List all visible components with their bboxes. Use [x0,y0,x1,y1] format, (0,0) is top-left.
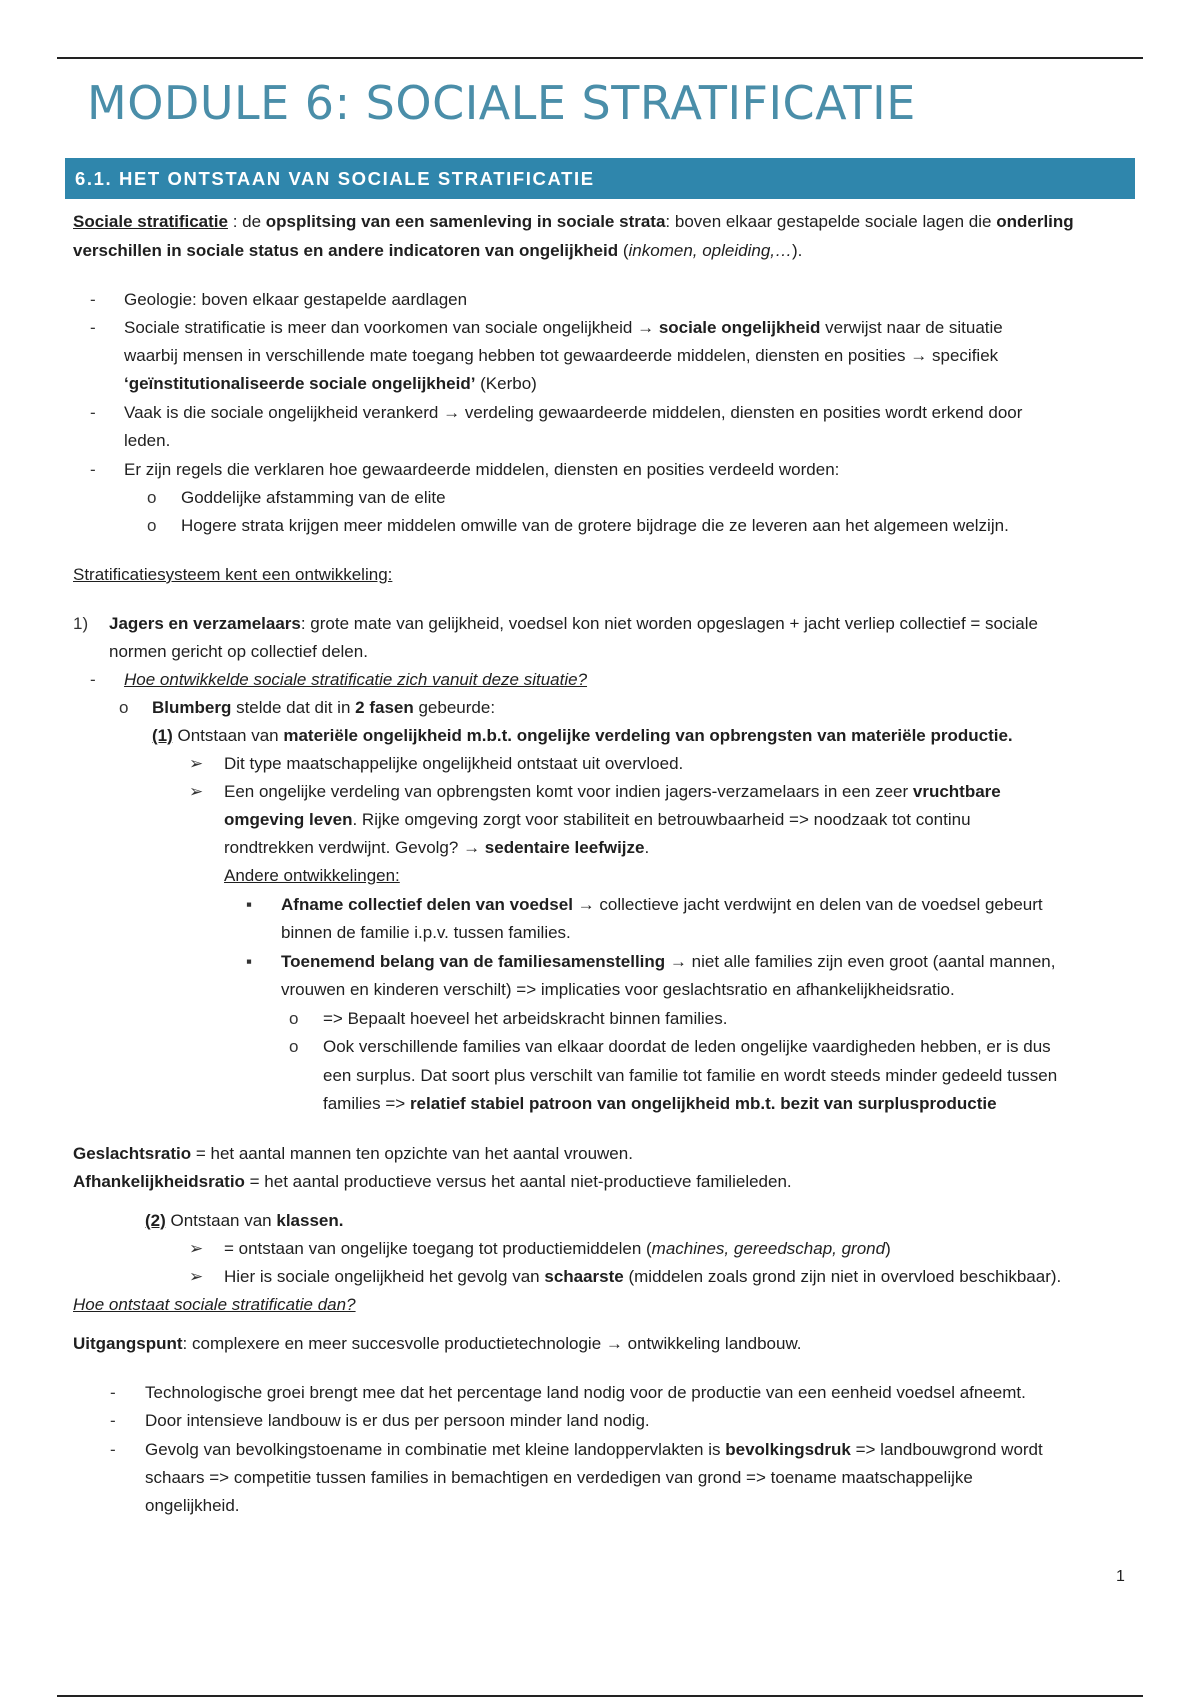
startpoint-line: Uitgangspunt: complexere en meer succesvolle productietechnologie → ontwikkeling landbouw. [73,1334,802,1353]
arrow-list-item: Hier is sociale ongelijkheid het gevolg van schaarste (middelen zoals grond zijn niet in overvloed beschikbaar). [224,1267,1062,1286]
question-heading: Hoe ontstaat sociale stratificatie dan? [73,1295,356,1314]
sub-list-item: Blumberg stelde dat dit in 2 fasen gebeurde: [152,698,496,717]
dash-bullet: - [90,403,96,422]
dash-bullet: - [90,318,96,337]
arrow-bullet: ➢ [189,1239,204,1258]
list-item-continued: leden. [124,431,171,450]
list-item: Geologie: boven elkaar gestapelde aardlagen [124,290,468,309]
section-heading: 6.1. HET ONTSTAAN VAN SOCIALE STRATIFICATIE [65,158,1135,199]
header-rule [57,57,1143,59]
other-developments-heading: Andere ontwikkelingen: [224,866,400,885]
dash-bullet: - [90,670,96,689]
numbered-item-continued: normen gericht op collectief delen. [109,642,368,661]
list-item-continued: ongelijkheid. [145,1496,240,1515]
phase-1-heading: (1) Ontstaan van materiële ongelijkheid m.b.t. ongelijke verdeling van opbrengsten van materiële productie. [152,726,1013,745]
square-list-item-continued: vrouwen en kinderen verschilt) => implicaties voor geslachtsratio en afhankelijkheidsratio. [281,980,955,999]
list-item: Technologische groei brengt mee dat het percentage land nodig voor de productie van een eenheid voedsel afneemt. [145,1383,1026,1402]
square-list-item: Toenemend belang van de familiesamenstelling → niet alle families zijn even groot (aantal mannen, [281,952,1056,971]
phase-2-heading: (2) Ontstaan van klassen. [145,1211,344,1230]
dash-bullet: - [110,1383,116,1402]
circle-bullet: o [289,1037,299,1056]
list-item: Sociale stratificatie is meer dan voorkomen van sociale ongelijkheid → sociale ongelijkheid verwijst naar de situatie [124,318,1003,337]
arrow-bullet: ➢ [189,754,204,773]
question-heading: Hoe ontwikkelde sociale stratificatie zich vanuit deze situatie? [124,670,588,689]
sub-list-item: Hogere strata krijgen meer middelen omwille van de grotere bijdrage die ze leveren aan het algemeen welzijn. [181,516,1009,535]
footer-rule [57,1695,1143,1697]
dash-bullet: - [90,290,96,309]
arrow-list-item: Dit type maatschappelijke ongelijkheid ontstaat uit overvloed. [224,754,684,773]
circle-bullet: o [147,488,157,507]
circle-bullet: o [147,516,157,535]
square-list-item: Afname collectief delen van voedsel → collectieve jacht verdwijnt en delen van de voedsel gebeurt [281,895,1043,914]
numbered-marker: 1) [73,614,89,633]
square-list-item-continued: binnen de familie i.p.v. tussen families. [281,923,571,942]
definition-geslachtsratio: Geslachtsratio = het aantal mannen ten opzichte van het aantal vrouwen. [73,1144,633,1163]
arrow-list-item: = ontstaan van ongelijke toegang tot productiemiddelen (machines, gereedschap, grond) [224,1239,891,1258]
sub-list-item: Ook verschillende families van elkaar doordat de leden ongelijke vaardigheden hebben, er is dus [323,1037,1051,1056]
numbered-item: Jagers en verzamelaars: grote mate van gelijkheid, voedsel kon niet worden opgeslagen + jacht verliep collectief = sociale [109,614,1038,633]
sub-list-item: => Bepaalt hoeveel het arbeidskracht binnen families. [323,1009,728,1028]
list-item-continued: schaars => competitie tussen families in bemachtigen en verdedigen van grond => toename maatschappelijke [145,1468,973,1487]
sub-list-item: Goddelijke afstamming van de elite [181,488,446,507]
sub-list-item-continued: een surplus. Dat soort plus verschilt van familie tot familie en wordt steeds minder gedeeld tussen [323,1066,1058,1085]
arrow-bullet: ➢ [189,1267,204,1286]
list-item: Door intensieve landbouw is er dus per persoon minder land nodig. [145,1411,650,1430]
definition-line-1: Sociale stratificatie : de opsplitsing van een samenleving in sociale strata: boven elkaar gestapelde sociale lagen die onderling [73,212,1074,231]
square-bullet: ▪ [246,952,253,971]
arrow-list-item: Een ongelijke verdeling van opbrengsten komt voor indien jagers-verzamelaars in een zeer vruchtbare [224,782,1001,801]
square-bullet: ▪ [246,895,253,914]
arrow-bullet: ➢ [189,782,204,801]
circle-bullet: o [289,1009,299,1028]
list-item-continued: ‘geïnstitutionaliseerde sociale ongelijkheid’ (Kerbo) [124,374,537,393]
page-title: MODULE 6: SOCIALE STRATIFICATIE [87,76,916,130]
list-item: Er zijn regels die verklaren hoe gewaardeerde middelen, diensten en posities verdeeld worden: [124,460,840,479]
circle-bullet: o [119,698,129,717]
dash-bullet: - [110,1440,116,1459]
dash-bullet: - [90,460,96,479]
list-item: Vaak is die sociale ongelijkheid verankerd → verdeling gewaardeerde middelen, diensten en posities wordt erkend door [124,403,1023,422]
arrow-list-item-continued: rondtrekken verdwijnt. Gevolg? → sedentaire leefwijze. [224,838,650,857]
definition-term: Sociale stratificatie [73,212,228,231]
dash-bullet: - [110,1411,116,1430]
development-heading: Stratificatiesysteem kent een ontwikkeling: [73,565,393,584]
sub-list-item-continued: families => relatief stabiel patroon van ongelijkheid mb.t. bezit van surplusproductie [323,1094,997,1113]
definition-line-2: verschillen in sociale status en andere indicatoren van ongelijkheid (inkomen, opleiding,…). [73,241,803,260]
list-item-continued: waarbij mensen in verschillende mate toegang hebben tot gewaardeerde middelen, diensten en posities → specifiek [124,346,999,365]
definition-afhankelijkheidsratio: Afhankelijkheidsratio = het aantal productieve versus het aantal niet-productieve familieleden. [73,1172,792,1191]
list-item: Gevolg van bevolkingstoename in combinatie met kleine landoppervlakten is bevolkingsdruk => landbouwgrond wordt [145,1440,1043,1459]
arrow-list-item-continued: omgeving leven. Rijke omgeving zorgt voor stabiliteit en betrouwbaarheid => noodzaak tot continu [224,810,971,829]
page-number: 1 [1116,1568,1125,1585]
